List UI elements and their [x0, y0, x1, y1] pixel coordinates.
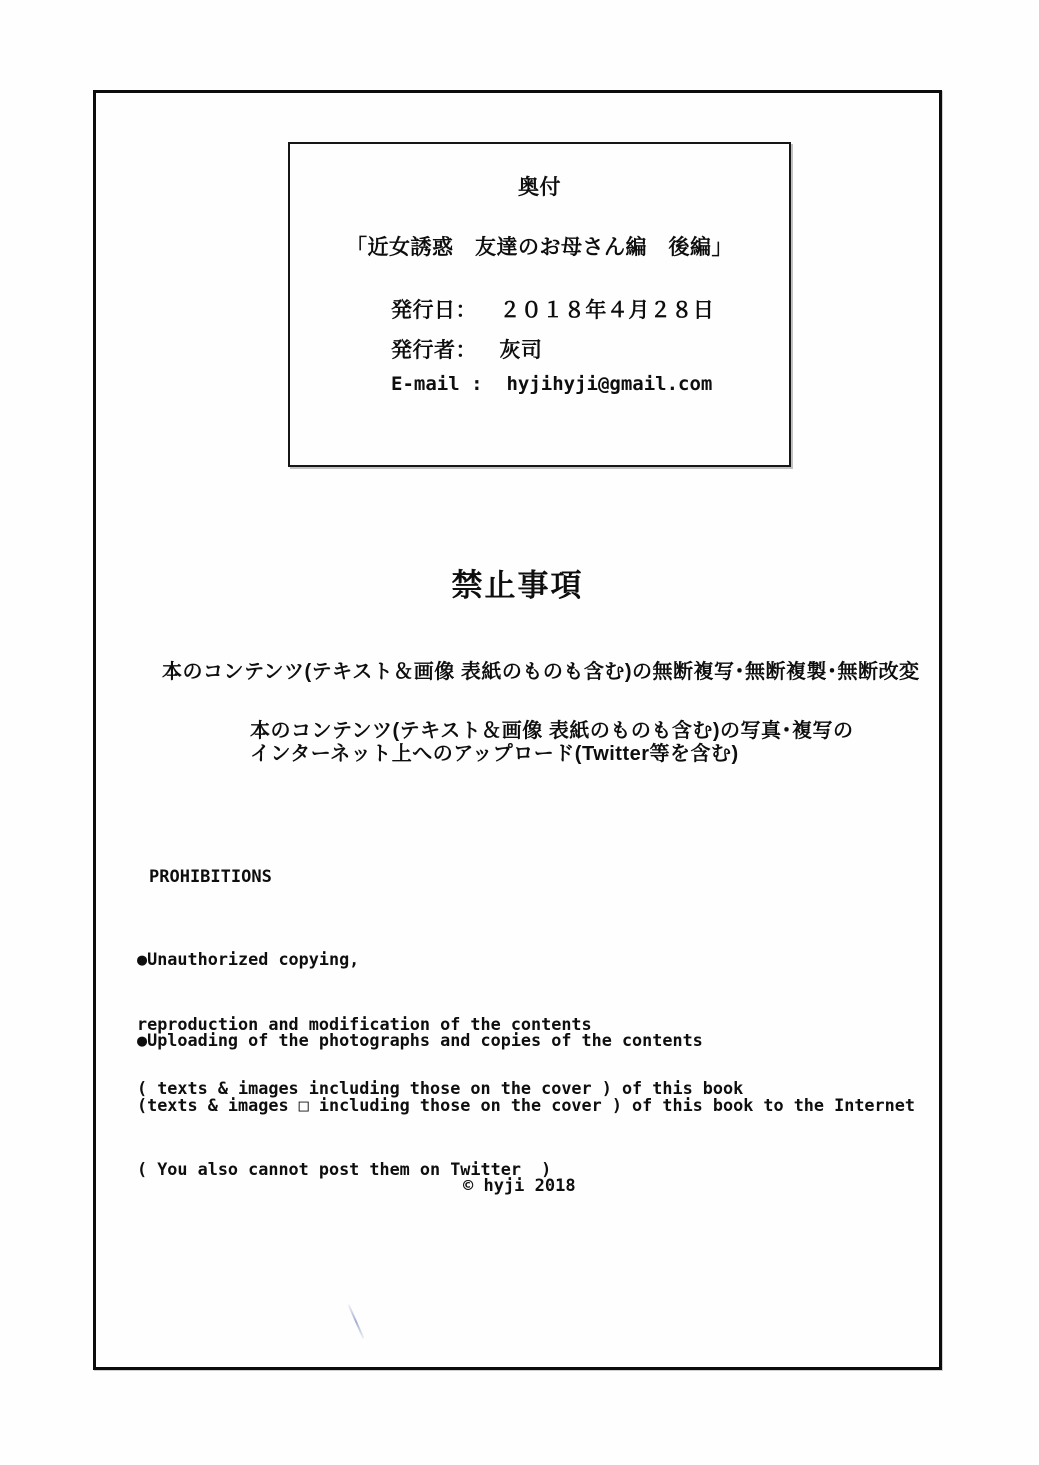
email-value: hyjihyji@gmail.com [506, 373, 713, 395]
prohibition-en-item2-line3: ( You also cannot post them on Twitter ) [137, 1159, 552, 1179]
prohibitions-heading-en: PROHIBITIONS [149, 867, 272, 887]
prohibitions-heading-jp: 禁止事項 [451, 568, 584, 603]
email-row [391, 373, 712, 395]
prohibition-en-item2-line2: (texts & images □ including those on the cover ) of this book to the Internet [137, 1094, 915, 1115]
prohibition-en-item1-line2: reproduction and modification of the contents [137, 1013, 592, 1034]
publisher-label: 発行者： [391, 339, 477, 362]
prohibition-en-item1-line1: ●Unauthorized copying, [137, 949, 360, 969]
publisher-row [391, 334, 542, 364]
publisher-value: 灰司 [499, 339, 543, 362]
publication-date-label: 発行日： [391, 299, 477, 322]
publication-date-row [391, 294, 714, 324]
prohibition-jp-line3: インターネット上へのアップロード(Twitter等を含む) [250, 743, 739, 765]
colophon-box-title: 奥付 [518, 176, 561, 199]
colophon-box [288, 142, 791, 467]
prohibition-jp-line1: 本のコンテンツ(テキスト＆画像 表紙のものも含む)の無断複写･無断複製･無断改変 [162, 661, 920, 683]
prohibition-jp-line2: 本のコンテンツ(テキスト＆画像 表紙のものも含む)の写真･複写の [250, 720, 854, 742]
prohibition-jp-block2 [250, 720, 853, 766]
publication-date-value: ２０１８年４月２８日 [499, 299, 715, 322]
prohibition-en-item1-line3: ( texts & images including those on the cover ) of this book [137, 1078, 744, 1098]
prohibition-en-item2-line1: ●Uploading of the photographs and copies of the contents [137, 1030, 703, 1050]
copyright-notice: © hyji 2018 [463, 1176, 576, 1196]
email-label: E-mail : [391, 373, 483, 395]
book-title: 「近女誘惑 友達のお母さん編 後編」 [346, 236, 733, 259]
